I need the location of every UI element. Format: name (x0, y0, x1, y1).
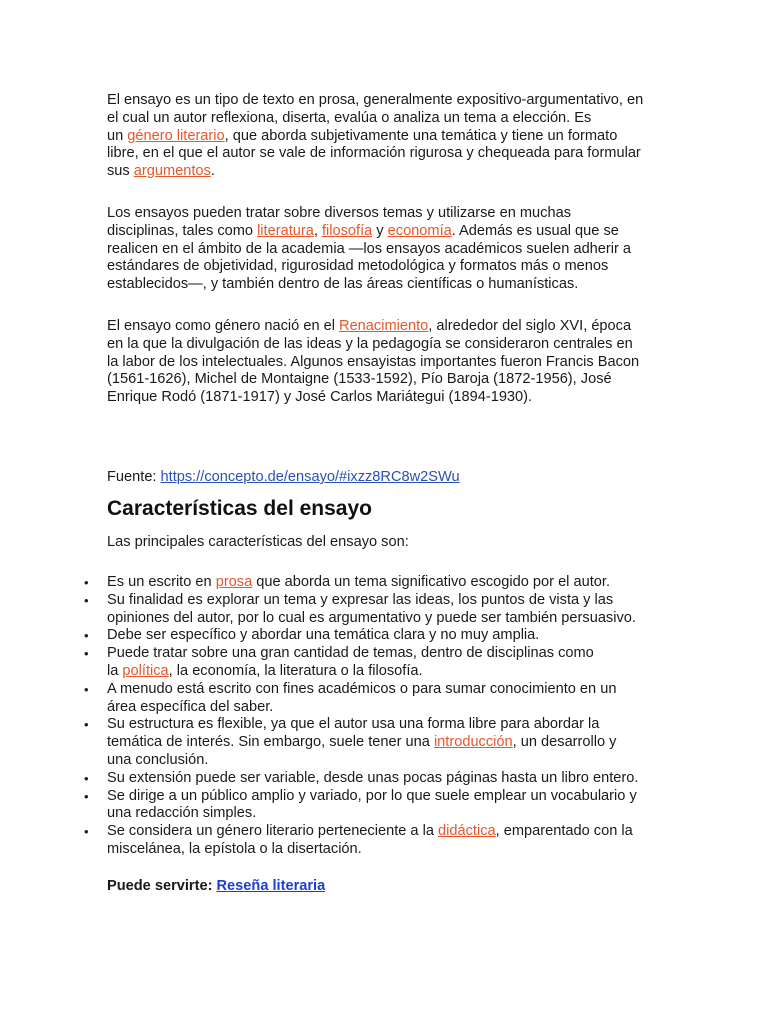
paragraph-disciplines (107, 205, 667, 294)
list-item: • Se dirige a un público amplio y variado, por lo que suele emplear un vocabulario y una redacción simples. (84, 787, 637, 822)
text-line: Enrique Rodó (1871-1917) y José Carlos Mariátegui (1894-1930). (107, 389, 533, 406)
text-line: el cual un autor reflexiona, diserta, evalúa o analiza un tema a elección. Es (107, 109, 592, 126)
source-line (107, 469, 667, 487)
related-article (107, 878, 667, 896)
renacimiento-link[interactable]: Renacimiento (339, 318, 429, 334)
text-line: estándares de objetividad, rigurosidad metodológica y formatos más o menos (107, 258, 609, 275)
list-item: • Puede tratar sobre una gran cantidad de temas, dentro de disciplinas como la política, la economía, la literatura o la filosofía. (84, 645, 594, 679)
text-line: disciplinas, tales como literatura, filosofía y economía. Además es usual que se (107, 222, 619, 239)
argumentos-link[interactable]: argumentos (133, 163, 211, 180)
text-line: en la que la divulgación de las ideas y la pedagogía se consideraron centrales en (107, 335, 633, 352)
text-line: Los ensayos pueden tratar sobre diversos temas y utilizarse en muchas (107, 205, 571, 221)
source-url-link[interactable]: https://concepto.de/ensayo/#ixzz8RC8w2SWu (160, 469, 460, 485)
list-item: • Es un escrito en prosa que aborda un tema significativo escogido por el autor. (84, 574, 610, 590)
paragraph-history (107, 318, 667, 407)
text-line: sus argumentos. (107, 163, 215, 180)
list-item: • Debe ser específico y abordar una temática clara y no muy amplia. (84, 627, 540, 644)
bullet-icon: • (84, 824, 89, 840)
text-line: la labor de los intelectuales. Algunos ensayistas importantes fueron Francis Bacon (107, 353, 640, 370)
politica-link[interactable]: política (122, 662, 169, 679)
text-line: El ensayo como género nació en el Renacimiento, alrededor del siglo XVI, época (107, 318, 632, 334)
text-line: un género literario, que aborda subjetivamente una temática y tiene un formato (107, 127, 618, 144)
filosofia-link[interactable]: filosofía (321, 222, 373, 239)
prosa-link[interactable]: prosa (215, 574, 253, 590)
bullet-icon: • (84, 717, 89, 733)
bullet-icon: • (84, 788, 89, 804)
bullet-icon: • (84, 575, 89, 590)
bullet-icon: • (84, 646, 89, 662)
introduccion-link[interactable]: introducción (433, 734, 513, 751)
source-label: Fuente: (107, 469, 161, 485)
economia-link[interactable]: economía (387, 222, 452, 239)
bullet-icon: • (84, 681, 89, 697)
list-item: • Se considera un género literario perteneciente a la didáctica, emparentado con la miscelánea, la epístola o la disertación. (84, 823, 633, 857)
related-label: Puede servirte: (107, 878, 217, 894)
intro-text: Las principales características del ensayo son: (107, 534, 409, 550)
list-item: • Su extensión puede ser variable, desde unas pocas páginas hasta un libro entero. (84, 769, 639, 786)
paragraph-definition (107, 92, 667, 181)
genero-literario-link[interactable]: género literario (127, 127, 225, 144)
didactica-link[interactable]: didáctica (438, 823, 496, 840)
bullet-icon: • (84, 628, 89, 644)
bullet-icon: • (84, 770, 89, 786)
bullet-icon: • (84, 592, 89, 608)
text-line: libre, en el que el autor se vale de información rigurosa y chequeada para formular (107, 145, 641, 162)
characteristics-list (0, 574, 700, 859)
text-line: establecidos—, y también dentro de las áreas científicas o humanísticas. (107, 276, 579, 293)
list-item: • A menudo está escrito con fines académicos o para sumar conocimiento en un área específica del saber. (84, 680, 617, 715)
text-line: El ensayo es un tipo de texto en prosa, generalmente expositivo-argumentativo, en (107, 92, 644, 108)
resena-literaria-link[interactable]: Reseña literaria (216, 878, 326, 894)
list-item: • Su estructura es flexible, ya que el autor usa una forma libre para abordar la temática de interés. Sin embargo, suele tener una introducción, un desarrollo y una conclusión. (84, 716, 617, 768)
literatura-link[interactable]: literatura (257, 222, 314, 239)
section-heading: Características del ensayo (107, 497, 372, 520)
text-line: realicen en el ámbito de la academia —los ensayos académicos suelen adherir a (107, 240, 632, 257)
list-item: • Su finalidad es explorar un tema y expresar las ideas, los puntos de vista y las opiniones del autor, por lo cual es argumentativo y puede ser también persuasivo. (84, 591, 636, 626)
text-line: (1561-1626), Michel de Montaigne (1533-1592), Pío Baroja (1872-1956), José (107, 371, 612, 388)
